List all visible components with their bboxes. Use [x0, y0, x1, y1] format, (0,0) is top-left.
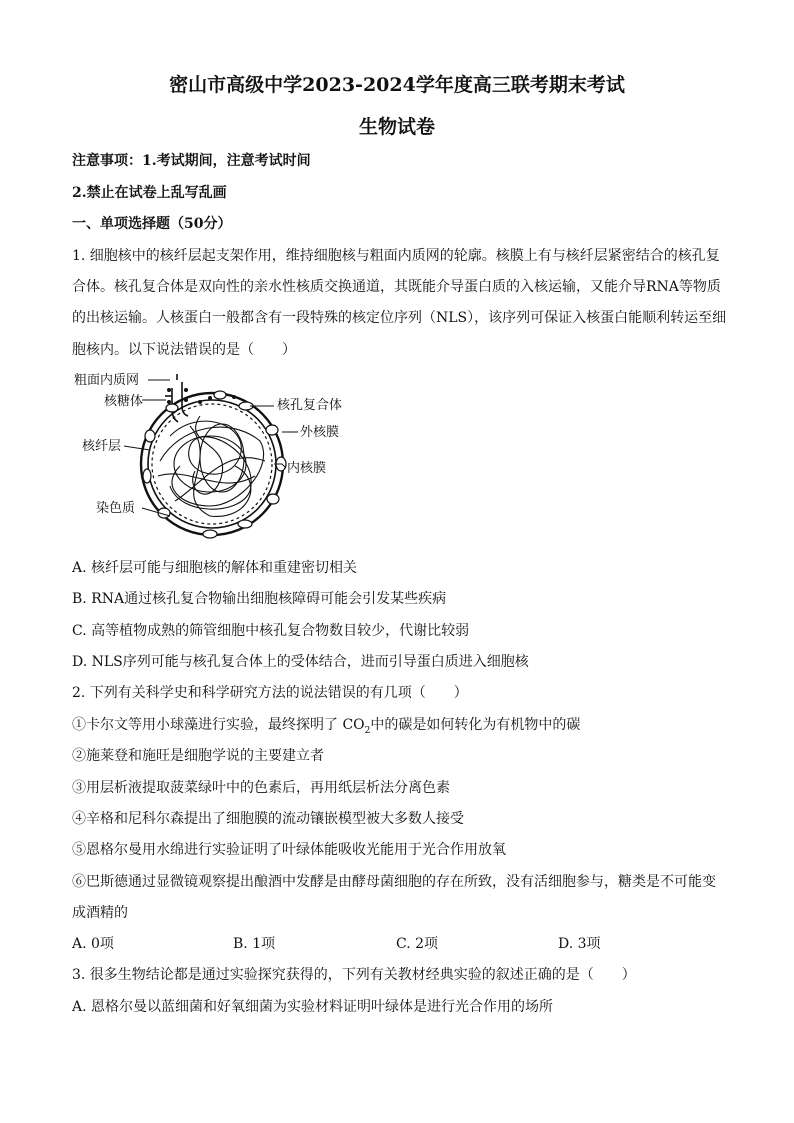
label-inner-membrane: 内核膜	[287, 461, 327, 476]
q2-item-6: ⑥巴斯德通过显微镜观察提出酿酒中发酵是由酵母菌细胞的存在所致，没有活细胞参与，糖类是不可能变	[72, 874, 716, 890]
label-chromatin: 染色质	[96, 501, 136, 516]
q1-stem-line-4: 胞核内。以下说法错误的是（ ）	[72, 342, 296, 358]
q1-stem-line-3: 的出核运输。人核蛋白一般都含有一段特殊的核定位序列（NLS），该序列可保证入核蛋白能顺利转运至细	[72, 310, 727, 326]
exam-title: 密山市高级中学2023-2024学年度高三联考期末考试	[169, 74, 625, 96]
notes-line-2: 2.禁止在试卷上乱写乱画	[72, 185, 227, 201]
q2-item-1-pre: ①卡尔文等用小球藻进行实验，最终探明了 CO	[72, 717, 365, 733]
q2-stem: 2. 下列有关科学史和科学研究方法的说法错误的有几项（ ）	[72, 685, 468, 701]
q1-stem-line-1: 1. 细胞核中的核纤层起支架作用，维持细胞核与粗面内质网的轮廓。核膜上有与核纤层紧密结合的核孔复	[72, 248, 720, 264]
q3-option-a: A. 恩格尔曼以蓝细菌和好氧细菌为实验材料证明叶绿体是进行光合作用的场所	[72, 999, 554, 1015]
label-ribosome: 核糖体	[104, 394, 144, 409]
q2-item-1-post: 中的碳是如何转化为有机物中的碳	[370, 717, 581, 733]
q2-item-3: ③用层析液提取菠菜绿叶中的色素后，再用纸层析法分离色素	[72, 780, 450, 796]
section-heading: 一、单项选择题（50分）	[72, 216, 232, 232]
q2-item-1-sub: 2	[364, 725, 371, 736]
q1-option-d: D. NLS序列可能与核孔复合体上的受体结合，进而引导蛋白质进入细胞核	[72, 654, 529, 670]
q2-option-a: A. 0项	[72, 936, 114, 952]
q2-option-b: B. 1项	[233, 936, 276, 952]
label-nuclear-lamina: 核纤层	[82, 439, 122, 454]
label-pore-complex: 核孔复合体	[277, 398, 343, 413]
notes-line-1: 注意事项：1.考试期间，注意考试时间	[72, 153, 311, 169]
q1-option-c: C. 高等植物成熟的筛管细胞中核孔复合物数目较少，代谢比较弱	[72, 623, 470, 639]
q2-item-5: ⑤恩格尔曼用水绵进行实验证明了叶绿体能吸收光能用于光合作用放氧	[72, 842, 506, 858]
q2-item-4: ④辛格和尼科尔森提出了细胞膜的流动镶嵌模型被大多数人接受	[72, 811, 464, 827]
q2-item-2: ②施莱登和施旺是细胞学说的主要建立者	[72, 748, 324, 764]
nucleus-figure	[60, 366, 380, 546]
q1-option-a: A. 核纤层可能与细胞核的解体和重建密切相关	[72, 560, 358, 576]
q2-item-6-cont: 成酒精的	[72, 905, 128, 921]
label-rough-er: 粗面内质网	[74, 373, 140, 388]
label-outer-membrane: 外核膜	[300, 425, 340, 440]
exam-subtitle: 生物试卷	[358, 116, 435, 138]
chromatin-fibers	[158, 416, 265, 516]
q1-option-b: B. RNA通过核孔复合物输出细胞核障碍可能会引发某些疾病	[72, 591, 447, 607]
q2-option-c: C. 2项	[396, 936, 439, 952]
q2-item-1	[72, 714, 580, 736]
q1-stem-line-2: 合体。核孔复合体是双向性的亲水性核质交换通道，其既能介导蛋白质的入核运输，又能介导RNA等物质	[72, 279, 721, 295]
q3-stem: 3. 很多生物结论都是通过实验探究获得的，下列有关教材经典实验的叙述正确的是（ ）	[72, 967, 636, 983]
q2-option-d: D. 3项	[558, 936, 601, 952]
